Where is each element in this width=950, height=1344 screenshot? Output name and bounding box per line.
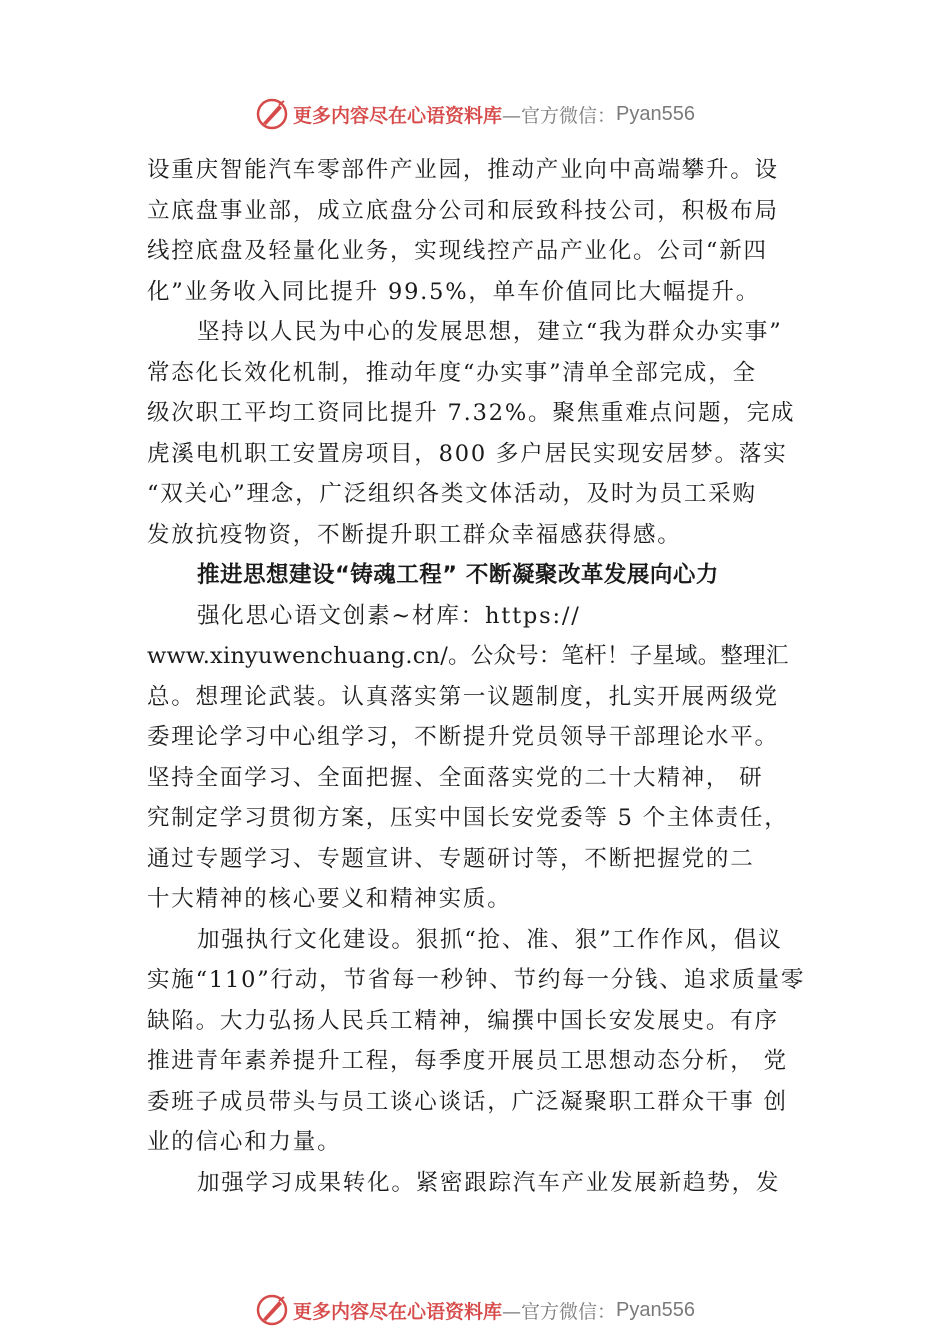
banner-wechat-label: —官方微信： <box>502 1300 617 1323</box>
text-line: 发放抗疫物资，不断提升职工群众幸福感获得感。 <box>147 521 682 548</box>
text-line: www.xinyuwenchuang.cn/。公众号：笔杆！子星域。整理汇 <box>147 643 789 669</box>
text-line: 线控底盘及轻量化业务，实现线控产品产业化。公司“新四 <box>147 238 768 264</box>
text-line: 级次职工平均工资同比提升 7.32%。聚焦重难点问题，完成 <box>147 400 796 426</box>
text-line: 委理论学习中心组学习，不断提升党员领导干部理论水平。 <box>147 724 779 750</box>
text-line: 加强学习成果转化。紧密跟踪汽车产业发展新趋势，发 <box>197 1169 781 1196</box>
text-line: 业的信心和力量。 <box>147 1129 342 1155</box>
quill-logo-icon <box>255 97 289 131</box>
text-line: 总。想理论武装。认真落实第一议题制度，扎实开展两级党 <box>147 683 779 710</box>
header-banner <box>0 94 950 134</box>
banner-wechat-id: Pyan556 <box>616 1298 695 1321</box>
text-line: 坚持全面学习、全面把握、全面落实党的二十大精神， 研 <box>147 764 764 791</box>
text-line: 化”业务收入同比提升 99.5%，单车价值同比大幅提升。 <box>147 278 761 305</box>
banner-title: 更多内容尽在心语资料库 <box>293 104 503 127</box>
text-line: 委班子成员带头与员工谈心谈话，广泛凝聚职工群众干事 创 <box>147 1088 788 1115</box>
text-line: 强化思心语文创素~材库：https:// <box>197 602 581 629</box>
text-line: 推进青年素养提升工程，每季度开展员工思想动态分析， 党 <box>147 1048 788 1074</box>
quill-logo-icon <box>255 1293 289 1327</box>
text-line: 常态化长效化机制，推动年度“办实事”清单全部完成，全 <box>147 359 757 386</box>
text-line: 实施“110”行动，节省每一秒钟、节约每一分钱、追求质量零 <box>147 967 806 993</box>
text-line: 立底盘事业部，成立底盘分公司和辰致科技公司，积极布局 <box>147 197 779 224</box>
text-line: 设重庆智能汽车零部件产业园，推动产业向中高端攀升。设 <box>147 157 779 183</box>
text-line: “双关心”理念，广泛组织各类文体活动，及时为员工采购 <box>147 481 757 507</box>
text-line: 缺陷。大力弘扬人民兵工精神，编撰中国长安发展史。有序 <box>147 1007 779 1034</box>
text-line: 虎溪电机职工安置房项目，800 多户居民实现安居梦。落实 <box>147 440 788 467</box>
banner-wechat-label: —官方微信： <box>502 104 617 127</box>
text-line: 通过专题学习、专题宣讲、专题研讨等，不断把握党的二 <box>147 845 755 872</box>
section-heading: 推进思想建设“铸魂工程” 不断凝聚改革发展向心力 <box>197 562 719 588</box>
text-line: 究制定学习贯彻方案，压实中国长安党委等 5 个主体责任， <box>147 805 789 831</box>
footer-banner <box>0 1290 950 1330</box>
text-line: 加强执行文化建设。狠抓“抢、准、狠”工作作风，倡议 <box>197 926 783 953</box>
banner-title: 更多内容尽在心语资料库 <box>293 1300 503 1323</box>
text-line: 十大精神的核心要义和精神实质。 <box>147 886 512 912</box>
document-body <box>147 150 837 1203</box>
banner-wechat-id: Pyan556 <box>616 102 695 125</box>
text-line: 坚持以人民为中心的发展思想，建立“我为群众办实事” <box>197 319 783 345</box>
